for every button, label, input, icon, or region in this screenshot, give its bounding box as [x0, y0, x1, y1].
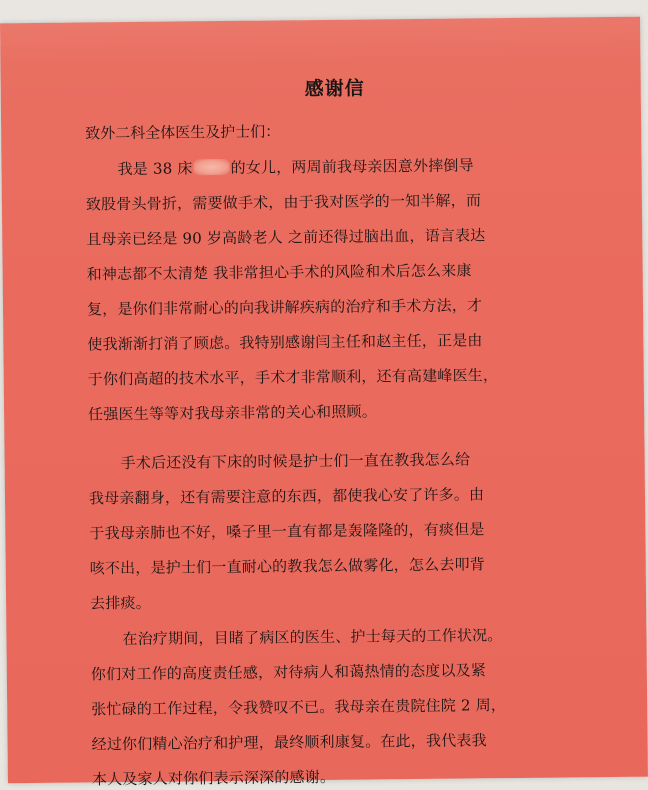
letter-title: 感谢信	[304, 77, 365, 101]
paragraph3-line1: 在治疗期间，目睹了病区的医生、护士每天的工作状况。	[122, 626, 503, 649]
paragraph2-line5: 去排痰。	[90, 593, 152, 613]
paragraph3-line3: 张忙碌的工作过程，令我赞叹不已。我母亲在贵院住院 2 周，	[91, 696, 507, 719]
red-letter-paper	[0, 17, 648, 789]
paragraph2-line3: 于我母亲肺也不好，嗓子里一直有都是轰隆隆的，有痰但是	[89, 520, 485, 543]
paragraph1-line1-end: 的女儿，两周前我母亲因意外摔倒导	[230, 156, 474, 177]
redacted-name-blur	[193, 159, 229, 175]
paragraph1-line4: 和神志都不太清楚 我非常担心手术的风险和术后怎么来康	[86, 261, 472, 284]
paragraph1-line3: 且母亲已经是 90 岁高龄老人 之前还得过脑出血，语言表达	[86, 226, 486, 249]
paragraph2-line2: 我母亲翻身，还有需要注意的东西，都使我心安了许多。由	[88, 485, 485, 508]
paragraph1-line2: 致股骨头骨折，需要做手术，由于我对医学的一知半解，而	[85, 191, 482, 214]
paragraph1-line7: 于你们高超的技术水平，手术才非常顺利，还有高建峰医生，	[87, 366, 499, 389]
paper-highlight	[0, 17, 640, 64]
paragraph2-line4: 咳不出，是护士们一直耐心的教我怎么做雾化，怎么去叩背	[89, 555, 486, 578]
paragraph1-line1	[117, 154, 473, 179]
paragraph3-line5: 本人及家人对你们表示深深的感谢。	[91, 767, 336, 789]
paragraph1-line1-start: 我是 38 床	[117, 159, 193, 179]
paragraph2-line1: 手术后还没有下床的时候是护士们一直在教我怎么给	[120, 450, 471, 473]
paragraph1-line6: 使我渐渐打消了顾虑。我特别感谢闫主任和赵主任，正是由	[87, 331, 483, 354]
paragraph3-line2: 你们对工作的高度责任感，对待病人和蔼热情的态度以及紧	[90, 661, 487, 684]
paragraph3-line4: 经过你们精心治疗和护理，最终顺利康复。在此，我代表我	[91, 731, 487, 754]
paragraph1-line8: 任强医生等等对我母亲非常的关心和照顾。	[88, 402, 378, 424]
thank-you-letter	[85, 71, 585, 789]
letter-salutation: 致外二科全体医生及护士们：	[85, 122, 281, 143]
paragraph1-line5: 复，是你们非常耐心的向我讲解疾病的治疗和手术方法，才	[86, 296, 483, 319]
